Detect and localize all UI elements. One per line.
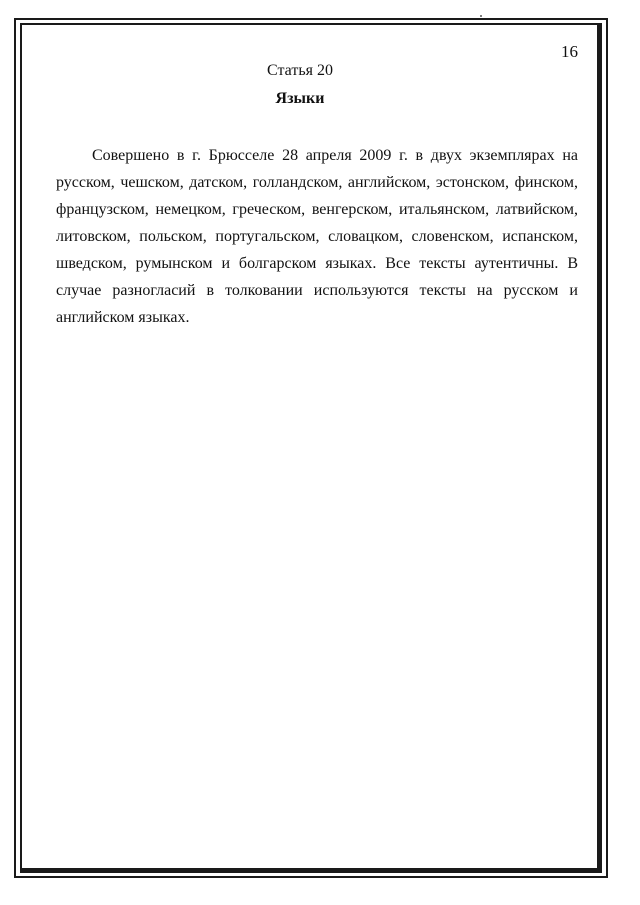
page-number: 16 <box>561 42 578 61</box>
scan-speck <box>480 15 482 17</box>
article-body: Совершено в г. Брюсселе 28 апреля 2009 г. в двух экземплярах на русском, чешском, датском, голландском, английском, эстонском, финском, французском, немецком, греческом, венгерском, итальянском, латвийском, литовском, польском, португальском, словацком, словенском, испанском, шведском, румынском и болгарском языках. Все тексты аутентичны. В случае разногласий в толковании используются тексты на русском и английском языках. <box>56 147 578 326</box>
article-title: Языки <box>275 90 325 107</box>
article-heading: Статья 20 <box>267 62 333 79</box>
